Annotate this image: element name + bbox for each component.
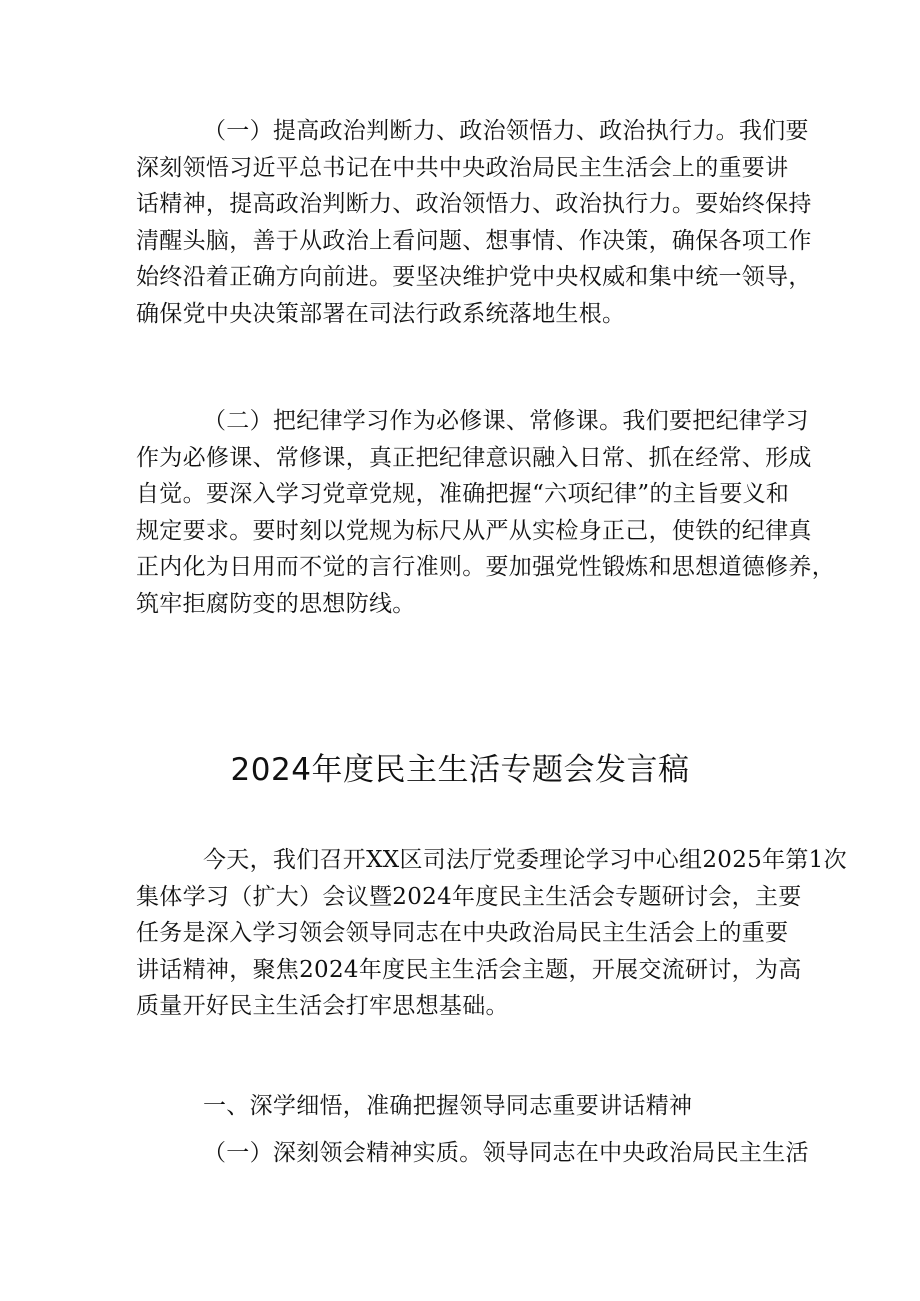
paragraph-intro (136, 842, 847, 1025)
subsection-heading-text: （一）深刻领会精神实质。领导同志在中央政治局民主生活 (203, 1140, 809, 1166)
paragraph-line: （一）提高政治判断力、政治领悟力、政治执行力。我们要 (203, 118, 809, 144)
paragraph-discipline-study (136, 403, 835, 622)
paragraph-line: 任务是深入学习领会领导同志在中央政治局民主生活会上的重要 (136, 920, 789, 946)
paragraph-line: 话精神，提高政治判断力、政治领悟力、政治执行力。要始终保持 (136, 191, 812, 217)
paragraph-line: 规定要求。要时刻以党规为标尺从严从实检身正己，使铁的纪律真 (136, 517, 812, 544)
paragraph-line: 始终沿着正确方向前进。要坚决维护党中央权威和集中统一领导， (136, 264, 812, 290)
paragraph-line: （二）把纪律学习作为必修课、常修课。我们要把纪律学习 (203, 408, 809, 434)
section-heading-one (136, 1088, 796, 1125)
paragraph-line: 自觉。要深入学习党章党规，准确把握“六项纪律”的主旨要义和 (136, 481, 790, 507)
paragraph-line: 确保党中央决策部署在司法行政系统落地生根。 (136, 300, 626, 327)
paragraph-line: 讲话精神，聚焦2024年度民主生活会主题，开展交流研讨，为高 (136, 956, 802, 983)
subsection-heading-one (136, 1135, 809, 1172)
paragraph-line: 筑牢拒腐防变的思想防线。 (136, 590, 416, 617)
paragraph-line: 质量开好民主生活会打牢思想基础。 (136, 993, 509, 1019)
paragraph-line: 深刻领悟习近平总书记在中共中央政治局民主生活会上的重要讲 (136, 154, 789, 181)
document-title: 2024年度民主生活专题会发言稿 (230, 752, 690, 788)
paragraph-line: 清醒头脑，善于从政治上看问题、想事情、作决策，确保各项工作 (136, 227, 812, 254)
paragraph-line: 正内化为日用而不觉的言行准则。要加强党性锻炼和思想道德修养， (136, 554, 835, 580)
section-heading-text: 一、深学细悟，准确把握领导同志重要讲话精神 (203, 1093, 693, 1119)
paragraph-line: 集体学习（扩大）会议暨2024年度民主生活会专题研讨会，主要 (136, 883, 802, 910)
paragraph-political-judgment (136, 113, 812, 332)
paragraph-line: 作为必修课、常修课，真正把纪律意识融入日常、抓在经常、形成 (136, 444, 812, 471)
paragraph-line: 今天，我们召开XX区司法厅党委理论学习中心组2025年第1次 (203, 847, 847, 873)
